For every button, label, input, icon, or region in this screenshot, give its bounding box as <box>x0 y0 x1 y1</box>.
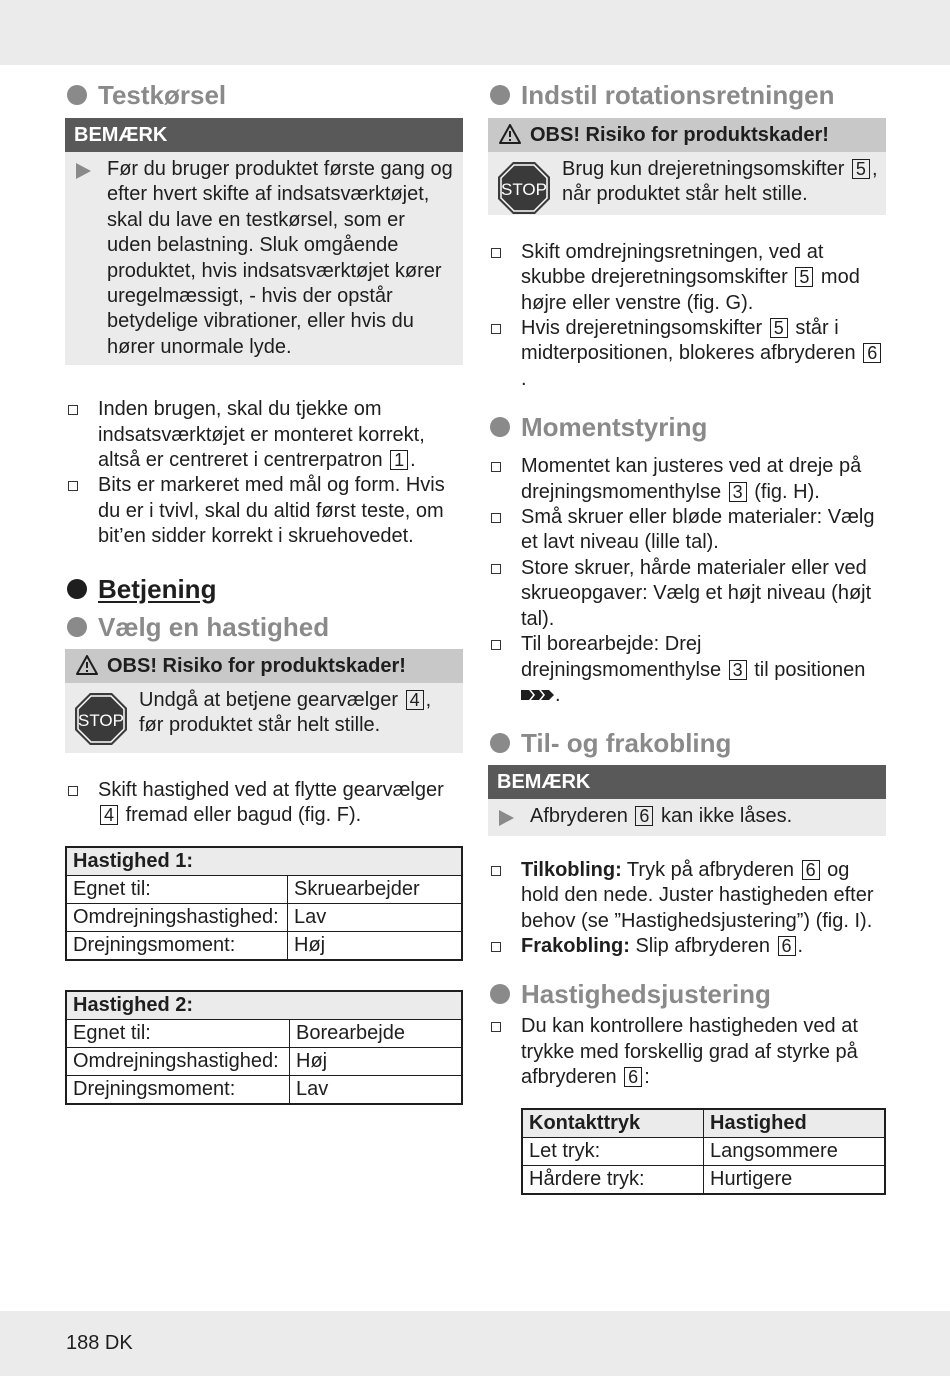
right-column <box>488 76 886 1195</box>
bullet-dot-icon <box>490 417 510 437</box>
drill-symbol-icon <box>521 688 555 702</box>
table-header-row: Kontakttryk Hastighed <box>522 1109 885 1138</box>
hastighed-list <box>65 778 463 829</box>
ref-number: 1 <box>390 450 408 470</box>
warning-header: OBS! Risiko for produktskader! <box>65 649 463 683</box>
ref-number: 5 <box>852 159 870 179</box>
ref-number: 3 <box>729 482 747 502</box>
ref-number: 6 <box>802 860 820 880</box>
left-column <box>65 76 463 1105</box>
ref-number: 4 <box>100 805 118 825</box>
list-item: Frakobling: Slip afbryderen 6 . <box>488 934 886 959</box>
arrow-right-icon <box>499 810 514 826</box>
note-box <box>65 152 463 365</box>
warning-box: STOP Undgå at betjene gearvælger 4 , før produktet står helt stille. <box>65 683 463 753</box>
bullet-dot-icon <box>490 85 510 105</box>
list-item: Skift hastighed ved at flytte gearvælger 4 fremad eller bagud (fig. F). <box>65 778 463 829</box>
checkbox-square-icon <box>491 248 501 258</box>
stop-sign-icon <box>497 161 551 215</box>
hastjust-list <box>488 1014 886 1090</box>
checkbox-square-icon <box>491 942 501 952</box>
note-text: Før du bruger produktet første gang og efter hvert skifte af indsatsværktøjet, skal du lave en testkørsel, som er uden belastning. Sluk omgående produktet, hvis indsatsværktøjet kører uregelmæssigt, - hvis der opstår betydelige vibrationer, eller hvis du hører unormale lyde. <box>107 158 453 358</box>
list-item: Momentet kan justeres ved at dreje på drejningsmomenthylse 3 (fig. H). <box>488 454 886 505</box>
checkbox-square-icon <box>491 513 501 523</box>
list-item: Tilkobling: Tryk på afbryderen 6 og hold den nede. Juster hastigheden efter behov (se ”Hastighedsjustering”) (fig. I). <box>488 858 886 934</box>
page-number: 188 DK <box>66 1332 133 1354</box>
list-item: Du kan kontrollere hastigheden ved at trykke med forskellig grad af styrke på afbryderen 6 : <box>488 1014 886 1090</box>
note-header: BEMÆRK <box>65 118 463 152</box>
top-bar <box>0 0 950 65</box>
moment-list <box>488 454 886 708</box>
ref-number: 4 <box>406 690 424 710</box>
heading-hastighedsjustering: Hastighedsjustering <box>488 975 886 1013</box>
ref-number: 5 <box>795 267 813 287</box>
ref-number: 6 <box>624 1067 642 1087</box>
table-row: Drejningsmoment: Høj <box>66 931 462 960</box>
bullet-dot-icon <box>67 85 87 105</box>
heading-rotation: Indstil rotationsretningen <box>488 76 886 114</box>
svg-text:STOP: STOP <box>501 180 547 199</box>
table-header: Hastighed 2: <box>66 991 462 1020</box>
checkbox-square-icon <box>491 1022 501 1032</box>
checkbox-square-icon <box>68 405 78 415</box>
footer-bar <box>0 1311 950 1376</box>
list-item: Små skruer eller bløde materialer: Vælg et lavt niveau (lille tal). <box>488 505 886 556</box>
ref-number: 5 <box>770 318 788 338</box>
list-item: Inden brugen, skal du tjekke om indsatsværktøjet er monteret korrekt, altså er centreret i centrerpatron 1 . <box>65 397 463 473</box>
checkbox-square-icon <box>491 866 501 876</box>
warning-box: STOP Brug kun drejeretningsomskifter 5 , når produktet står helt stille. <box>488 152 886 215</box>
arrow-right-icon <box>76 163 91 179</box>
speed-table-1 <box>65 846 463 961</box>
checkbox-square-icon <box>491 640 501 650</box>
ref-number: 6 <box>635 806 653 826</box>
note-box: Afbryderen 6 kan ikke låses. <box>488 799 886 835</box>
warning-triangle-icon <box>76 655 98 675</box>
table-row: Drejningsmoment: Lav <box>66 1075 462 1104</box>
bullet-dot-icon <box>490 984 510 1004</box>
list-item: Bits er markeret med mål og form. Hvis du er i tvivl, skal du altid først teste, om bit’en sidder korrekt i skruehovedet. <box>65 473 463 549</box>
heading-hastighed: Vælg en hastighed <box>65 608 463 646</box>
tilfra-list <box>488 858 886 960</box>
speed-table-2 <box>65 990 463 1105</box>
checkbox-square-icon <box>68 481 78 491</box>
stop-sign-icon <box>74 692 128 746</box>
ref-number: 6 <box>863 343 881 363</box>
list-item: Skift omdrejningsretningen, ved at skubbe drejeretningsomskifter 5 mod højre eller venstre (fig. G). <box>488 240 886 316</box>
bullet-dot-icon <box>67 617 87 637</box>
testkorsel-list <box>65 397 463 549</box>
svg-text:STOP: STOP <box>78 710 124 730</box>
table-header: Hastighed 1: <box>66 847 462 876</box>
warning-triangle-icon <box>499 124 521 144</box>
warning-header: OBS! Risiko for produktskader! <box>488 118 886 152</box>
table-row: Omdrejningshastighed: Lav <box>66 903 462 931</box>
checkbox-square-icon <box>68 786 78 796</box>
heading-betjening: Betjening <box>65 570 463 608</box>
checkbox-square-icon <box>491 462 501 472</box>
bullet-dot-icon <box>490 733 510 753</box>
rotation-list <box>488 240 886 392</box>
list-item: Hvis drejeretningsomskifter 5 står i midterpositionen, blokeres afbryderen 6. <box>488 316 886 392</box>
ref-number: 6 <box>778 936 796 956</box>
pressure-speed-table <box>521 1108 886 1195</box>
heading-testkorsel: Testkørsel <box>65 76 463 114</box>
bullet-dot-icon <box>67 579 87 599</box>
heading-moment: Momentstyring <box>488 408 886 446</box>
checkbox-square-icon <box>491 564 501 574</box>
table-row: Let tryk: Langsommere <box>522 1137 885 1165</box>
table-row: Omdrejningshastighed: Høj <box>66 1047 462 1075</box>
heading-til-frakobling: Til- og frakobling <box>488 724 886 762</box>
list-item: Til borearbejde: Drej drejningsmomenthylse 3 til positionen . <box>488 632 886 708</box>
ref-number: 3 <box>729 660 747 680</box>
checkbox-square-icon <box>491 324 501 334</box>
table-row: Hårdere tryk: Hurtigere <box>522 1165 885 1194</box>
table-row: Egnet til: Borearbejde <box>66 1019 462 1047</box>
list-item: Store skruer, hårde materialer eller ved skrueopgaver: Vælg et højt niveau (højt tal). <box>488 556 886 632</box>
note-header: BEMÆRK <box>488 765 886 799</box>
table-row: Egnet til: Skruearbejder <box>66 875 462 903</box>
